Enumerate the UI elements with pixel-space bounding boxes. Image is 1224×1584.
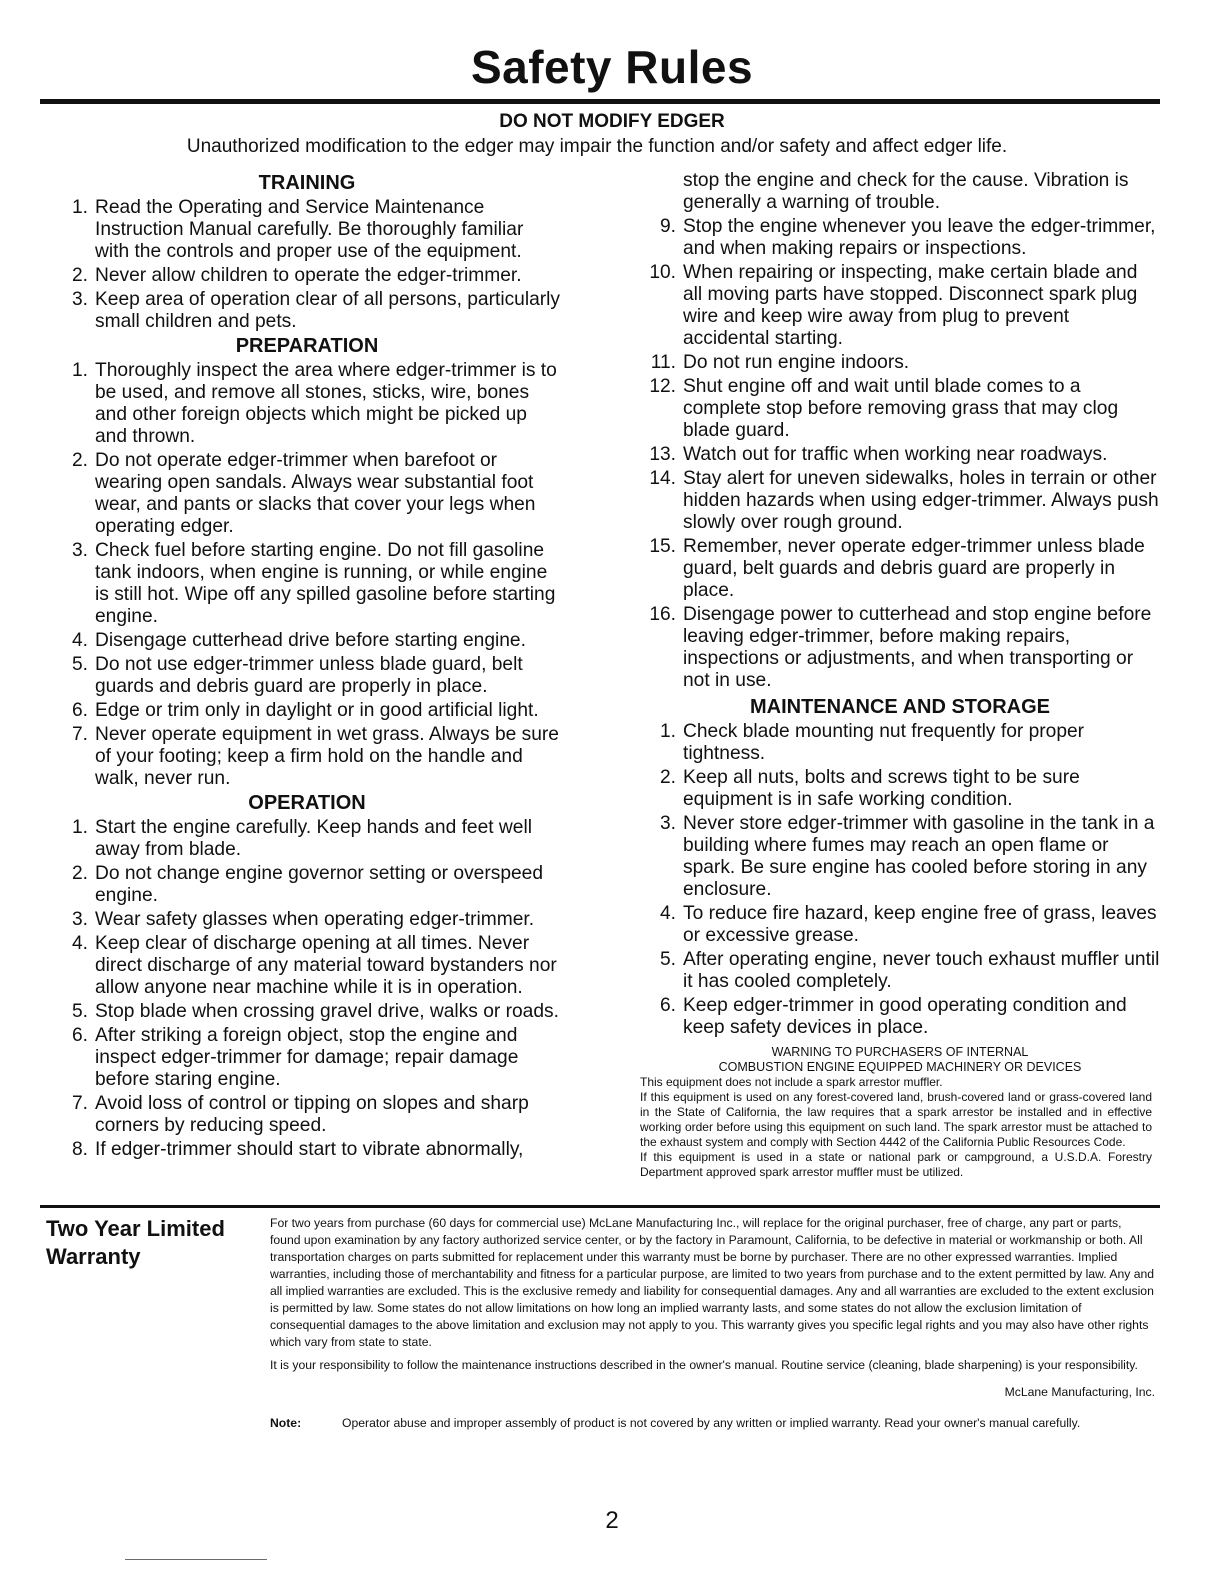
operation-item-8-continued: stop the engine and check for the cause. Vibration is generally a warning of trouble.	[683, 170, 1129, 213]
footer-line	[125, 1559, 267, 1560]
list-item: 12. Shut engine off and wait until blade comes to a complete stop before removing grass that may clog blade guard.	[649, 376, 1119, 441]
maintenance-list	[640, 721, 1160, 1039]
left-column	[52, 170, 562, 1163]
note-label: Note:	[270, 1416, 302, 1430]
list-item: 10. When repairing or inspecting, make certain blade and all moving parts have stopped. Disconnect spark plug wire and keep wire away from plug to prevent accidental starting.	[649, 262, 1138, 349]
warranty-rule	[40, 1205, 1160, 1208]
warning-paragraph: If this equipment is used on any forest-covered land, brush-covered land or grass-covered land in the State of California, the law requires that a spark arrestor be installed and in effective working order before using this equipment on such land. The spark arrestor must be attached to the exhaust system and comply with Section 4442 of the California Public Resources Code.	[640, 1090, 1152, 1149]
operation-list-continued	[640, 216, 1160, 692]
operation-heading: OPERATION	[248, 792, 366, 814]
list-item: 2. Never allow children to operate the edger-trimmer.	[71, 265, 522, 286]
list-item: 1. Check blade mounting nut frequently for proper tightness.	[659, 721, 1085, 764]
warning-heading-1: WARNING TO PURCHASERS OF INTERNAL	[771, 1045, 1029, 1059]
operation-list	[52, 817, 562, 1161]
list-item: 3. Check fuel before starting engine. Do not fill gasoline tank indoors, when engine is running, or while engine is still hot. Wipe off any spilled gasoline before starting engine.	[71, 540, 556, 627]
list-item: 7. Avoid loss of control or tipping on slopes and sharp corners by reducing speed.	[71, 1093, 529, 1136]
warranty-note	[270, 1415, 1155, 1432]
warranty-paragraph: For two years from purchase (60 days for commercial use) McLane Manufacturing Inc., will replace for the original purchaser, free of charge, any part or parts, found upon examination by any factory authorized service center, or by the factory in Paramount, California, to be defective in material or workmanship or both. All transportation charges on parts submitted for replacement under this warranty must be borne by purchaser. There are no other expressed warranties. Implied warranties, including those of merchantability and fitness for a particular purpose, are limited to two years from purchase and to the extent permitted by law. Any and all implied warranties are excluded. This is the exclusive remedy and liability for consequential damages. Any and all warranties are excluded to the extent exclusion is permitted by law. Some states do not allow limitations on how long an implied warranty lasts, and some states do not allow the exclusion limitation of consequential damages to the above limitation and exclusion may not apply to you. This warranty gives you specific legal rights and you may also have other rights which vary from state to state.	[270, 1216, 1155, 1349]
list-item: 1. Thoroughly inspect the area where edger-trimmer is to be used, and remove all stones, sticks, wire, bones and other foreign objects which might be picked up and thrown.	[71, 360, 557, 447]
training-list	[52, 197, 562, 333]
title-rule	[40, 99, 1160, 104]
list-item: 3. Wear safety glasses when operating edger-trimmer.	[71, 909, 535, 930]
modify-text: Unauthorized modification to the edger may impair the function and/or safety and affect edger life.	[186, 136, 1008, 157]
warranty-paragraph: It is your responsibility to follow the maintenance instructions described in the owner's manual. Routine service (cleaning, blade sharpening) is your responsibility.	[270, 1358, 1138, 1372]
warranty-heading: Two Year Limited Warranty	[46, 1216, 225, 1269]
list-item: 2. Do not change engine governor setting or overspeed engine.	[71, 863, 544, 906]
warning-heading-2: COMBUSTION ENGINE EQUIPPED MACHINERY OR DEVICES	[718, 1060, 1082, 1074]
page-title: Safety Rules	[470, 41, 754, 93]
list-item: 6. Keep edger-trimmer in good operating condition and keep safety devices in place.	[659, 995, 1127, 1038]
warranty-body	[270, 1215, 1155, 1432]
list-item: 2. Do not operate edger-trimmer when barefoot or wearing open sandals. Always wear substantial foot wear, and pants or slacks that cover your legs when operating edger.	[71, 450, 536, 537]
list-item: 5. After operating engine, never touch exhaust muffler until it has cooled completely.	[659, 949, 1160, 992]
list-item: 4. To reduce fire hazard, keep engine free of grass, leaves or excessive grease.	[659, 903, 1157, 946]
list-item: 5. Do not use edger-trimmer unless blade guard, belt guards and debris guard are properly in place.	[71, 654, 523, 697]
list-item: 15. Remember, never operate edger-trimmer unless blade guard, belt guards and debris guard are properly in place.	[649, 536, 1145, 601]
list-item: 11. Do not run engine indoors.	[650, 352, 910, 373]
list-item: 1. Read the Operating and Service Maintenance Instruction Manual carefully. Be thoroughly familiar with the controls and proper use of the equipment.	[71, 197, 524, 262]
list-item: 3. Never store edger-trimmer with gasoline in the tank in a building where fumes may reach an open flame or spark. Be sure engine has cooled before storing in any enclosure.	[659, 813, 1155, 900]
list-item: 9. Stop the engine whenever you leave the edger-trimmer, and when making repairs or inspections.	[659, 216, 1156, 259]
list-item: 16. Disengage power to cutterhead and stop engine before leaving edger-trimmer, before making repairs, inspections or adjustments, and when transporting or not in use.	[649, 604, 1152, 691]
list-item: 2. Keep all nuts, bolts and screws tight to be sure equipment is in safe working condition.	[659, 767, 1080, 810]
list-item: 14. Stay alert for uneven sidewalks, holes in terrain or other hidden hazards when using edger-trimmer. Always push slowly over rough ground.	[649, 468, 1159, 533]
maintenance-heading: MAINTENANCE AND STORAGE	[749, 696, 1050, 718]
list-item: 7. Never operate equipment in wet grass. Always be sure of your footing; keep a firm hold on the handle and walk, never run.	[71, 724, 559, 789]
list-item: 5. Stop blade when crossing gravel drive, walks or roads.	[71, 1001, 559, 1022]
training-heading: TRAINING	[258, 172, 356, 194]
warning-paragraph: If this equipment is used in a state or national park or campground, a U.S.D.A. Forestry Department approved spark arrestor muffler must be utilized.	[640, 1150, 1152, 1179]
list-item: 1. Start the engine carefully. Keep hands and feet well away from blade.	[71, 817, 532, 860]
preparation-heading: PREPARATION	[235, 335, 379, 357]
list-item: 8. If edger-trimmer should start to vibrate abnormally,	[71, 1139, 524, 1160]
list-item: 6. Edge or trim only in daylight or in good artificial light.	[71, 700, 539, 721]
right-column	[640, 170, 1160, 1180]
list-item: 13. Watch out for traffic when working near roadways.	[649, 444, 1108, 465]
list-item: 6. After striking a foreign object, stop the engine and inspect edger-trimmer for damage; repair damage before staring engine.	[71, 1025, 519, 1090]
list-item: 4. Disengage cutterhead drive before starting engine.	[71, 630, 526, 651]
company-signature: McLane Manufacturing, Inc.	[1004, 1385, 1155, 1399]
modify-heading: DO NOT MODIFY EDGER	[499, 111, 725, 132]
page-number: 2	[605, 1507, 619, 1534]
warning-paragraph: This equipment does not include a spark arrestor muffler.	[640, 1075, 943, 1089]
preparation-list	[52, 360, 562, 790]
list-item: 4. Keep clear of discharge opening at all times. Never direct discharge of any material toward bystanders nor allow anyone near machine while it is in operation.	[71, 933, 557, 998]
list-item: 3. Keep area of operation clear of all persons, particularly small children and pets.	[71, 289, 561, 332]
note-text: Operator abuse and improper assembly of product is not covered by any written or implied warranty. Read your owner's manual carefully.	[342, 1416, 1081, 1430]
